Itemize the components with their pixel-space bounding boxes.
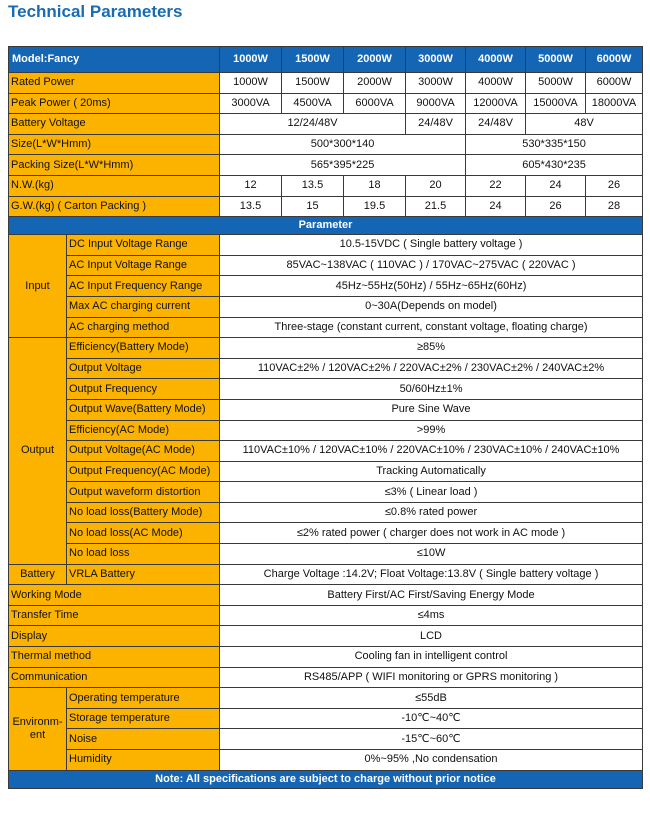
cell: Tracking Automatically [220, 461, 643, 482]
cell: 1500W [282, 73, 344, 94]
row-label: Efficiency(AC Mode) [67, 420, 220, 441]
cell: Cooling fan in intelligent control [220, 647, 643, 668]
cell: ≤10W [220, 544, 643, 565]
row-label: N.W.(kg) [9, 175, 220, 196]
page-title: Technical Parameters [8, 2, 183, 21]
cell: 48V [526, 114, 643, 135]
parameter-header-row [9, 217, 643, 235]
cell: 605*430*235 [466, 155, 643, 176]
row-label: Output Frequency [67, 379, 220, 400]
output-row [9, 523, 643, 544]
cell: 6000W [586, 73, 643, 94]
cell: 24/48V [406, 114, 466, 135]
output-row [9, 441, 643, 462]
cell: 4000W [466, 73, 526, 94]
row-label: Noise [67, 729, 220, 750]
cell: >99% [220, 420, 643, 441]
environment-row [9, 750, 643, 771]
row-label: Battery Voltage [9, 114, 220, 135]
misc-row [9, 647, 643, 668]
cell: -10℃~40℃ [220, 708, 643, 729]
cell: 50/60Hz±1% [220, 379, 643, 400]
output-row [9, 379, 643, 400]
spec-table [8, 46, 643, 789]
row-label: Working Mode [9, 585, 220, 606]
cell: 12 [220, 175, 282, 196]
output-row [9, 502, 643, 523]
row-label: AC Input Frequency Range [67, 276, 220, 297]
model-col: 3000W [406, 47, 466, 73]
cell: 3000W [406, 73, 466, 94]
nw-row [9, 175, 643, 196]
cell: ≤55dB [220, 688, 643, 709]
cell: 21.5 [406, 196, 466, 217]
output-row [9, 461, 643, 482]
section-label-environment: Environm-ent [9, 688, 67, 770]
cell: 18 [344, 175, 406, 196]
section-label-battery: Battery [9, 564, 67, 585]
output-row [9, 544, 643, 565]
row-label: No load loss(Battery Mode) [67, 502, 220, 523]
cell: 4500VA [282, 93, 344, 114]
cell: 110VAC±10% / 120VAC±10% / 220VAC±10% / 230VAC±10% / 240VAC±10% [220, 441, 643, 462]
row-label: Output Voltage(AC Mode) [67, 441, 220, 462]
cell: 3000VA [220, 93, 282, 114]
section-label-input: Input [9, 235, 67, 338]
row-label: AC charging method [67, 317, 220, 338]
row-label: Output Frequency(AC Mode) [67, 461, 220, 482]
cell: RS485/APP ( WIFI monitoring or GPRS monitoring ) [220, 667, 643, 688]
cell: 24/48V [466, 114, 526, 135]
input-row [9, 317, 643, 338]
environment-row [9, 688, 643, 709]
cell: ≥85% [220, 338, 643, 359]
cell: 13.5 [282, 175, 344, 196]
row-label: Output waveform distortion [67, 482, 220, 503]
row-label: Peak Power ( 20ms) [9, 93, 220, 114]
parameter-header: Parameter [9, 217, 643, 235]
misc-row [9, 605, 643, 626]
cell: ≤2% rated power ( charger does not work in AC mode ) [220, 523, 643, 544]
environment-row [9, 708, 643, 729]
cell: Pure Sine Wave [220, 399, 643, 420]
section-label-output: Output [9, 338, 67, 565]
cell: 0%~95% ,No condensation [220, 750, 643, 771]
misc-row [9, 626, 643, 647]
cell: 22 [466, 175, 526, 196]
row-label: Size(L*W*Hmm) [9, 134, 220, 155]
cell: 45Hz~55Hz(50Hz) / 55Hz~65Hz(60Hz) [220, 276, 643, 297]
cell: 19.5 [344, 196, 406, 217]
misc-row [9, 585, 643, 606]
model-col: 1500W [282, 47, 344, 73]
row-label: VRLA Battery [67, 564, 220, 585]
cell: ≤0.8% rated power [220, 502, 643, 523]
cell: 15 [282, 196, 344, 217]
cell: 18000VA [586, 93, 643, 114]
cell: 12/24/48V [220, 114, 406, 135]
peak-power-row [9, 93, 643, 114]
cell: 15000VA [526, 93, 586, 114]
row-label: Communication [9, 667, 220, 688]
row-label: Rated Power [9, 73, 220, 94]
model-col: 1000W [220, 47, 282, 73]
row-label: DC Input Voltage Range [67, 235, 220, 256]
input-row [9, 235, 643, 256]
note-row [9, 770, 643, 788]
model-col: 4000W [466, 47, 526, 73]
row-label: Operating temperature [67, 688, 220, 709]
cell: -15℃~60℃ [220, 729, 643, 750]
battery-row [9, 564, 643, 585]
input-row [9, 255, 643, 276]
cell: 12000VA [466, 93, 526, 114]
row-label: Display [9, 626, 220, 647]
cell: 26 [526, 196, 586, 217]
cell: 9000VA [406, 93, 466, 114]
cell: 28 [586, 196, 643, 217]
output-row [9, 358, 643, 379]
rated-power-row [9, 73, 643, 94]
cell: 13.5 [220, 196, 282, 217]
cell: LCD [220, 626, 643, 647]
cell: 565*395*225 [220, 155, 466, 176]
battery-voltage-row [9, 114, 643, 135]
model-col: 5000W [526, 47, 586, 73]
row-label: Humidity [67, 750, 220, 771]
model-header-row [9, 47, 643, 73]
output-row [9, 482, 643, 503]
footer-note: Note: All specifications are subject to charge without prior notice [9, 770, 643, 788]
output-row [9, 420, 643, 441]
cell: 26 [586, 175, 643, 196]
cell: 1000W [220, 73, 282, 94]
input-row [9, 296, 643, 317]
cell: 0~30A(Depends on model) [220, 296, 643, 317]
model-header: Model:Fancy [9, 47, 220, 73]
environment-row [9, 729, 643, 750]
cell: 24 [526, 175, 586, 196]
cell: Battery First/AC First/Saving Energy Mode [220, 585, 643, 606]
output-row [9, 338, 643, 359]
model-col: 6000W [586, 47, 643, 73]
row-label: Output Voltage [67, 358, 220, 379]
model-col: 2000W [344, 47, 406, 73]
cell: 10.5-15VDC ( Single battery voltage ) [220, 235, 643, 256]
row-label: G.W.(kg) ( Carton Packing ) [9, 196, 220, 217]
cell: ≤3% ( Linear load ) [220, 482, 643, 503]
cell: 110VAC±2% / 120VAC±2% / 220VAC±2% / 230VAC±2% / 240VAC±2% [220, 358, 643, 379]
row-label: No load loss [67, 544, 220, 565]
cell: 2000W [344, 73, 406, 94]
cell: ≤4ms [220, 605, 643, 626]
cell: 5000W [526, 73, 586, 94]
row-label: No load loss(AC Mode) [67, 523, 220, 544]
cell: 20 [406, 175, 466, 196]
row-label: Thermal method [9, 647, 220, 668]
misc-row [9, 667, 643, 688]
cell: 24 [466, 196, 526, 217]
size-row [9, 134, 643, 155]
gw-row [9, 196, 643, 217]
row-label: Storage temperature [67, 708, 220, 729]
row-label: AC Input Voltage Range [67, 255, 220, 276]
cell: Charge Voltage :14.2V; Float Voltage:13.8V ( Single battery voltage ) [220, 564, 643, 585]
cell: Three-stage (constant current, constant voltage, floating charge) [220, 317, 643, 338]
input-row [9, 276, 643, 297]
row-label: Efficiency(Battery Mode) [67, 338, 220, 359]
row-label: Packing Size(L*W*Hmm) [9, 155, 220, 176]
cell: 85VAC~138VAC ( 110VAC ) / 170VAC~275VAC ( 220VAC ) [220, 255, 643, 276]
cell: 500*300*140 [220, 134, 466, 155]
row-label: Max AC charging current [67, 296, 220, 317]
row-label: Output Wave(Battery Mode) [67, 399, 220, 420]
output-row [9, 399, 643, 420]
packing-size-row [9, 155, 643, 176]
cell: 6000VA [344, 93, 406, 114]
row-label: Transfer Time [9, 605, 220, 626]
cell: 530*335*150 [466, 134, 643, 155]
